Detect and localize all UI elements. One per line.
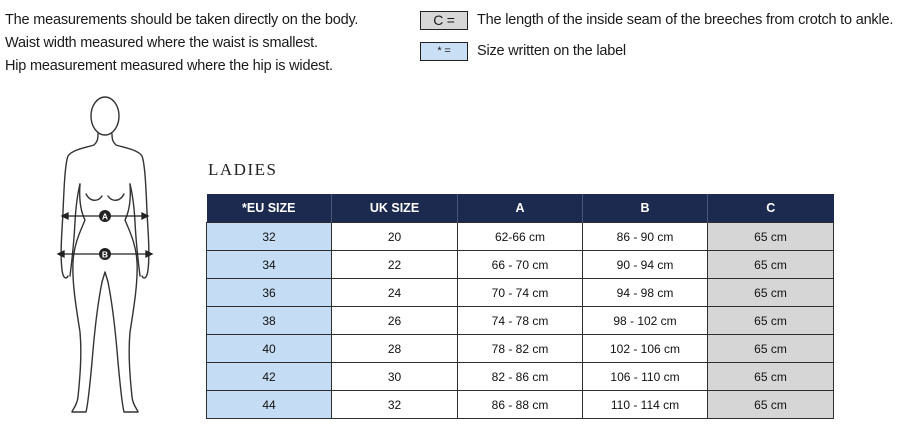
- cell-c: 65 cm: [708, 307, 834, 335]
- cell-a: 70 - 74 cm: [458, 279, 583, 307]
- legend-star-box: * =: [420, 42, 468, 61]
- header-uk-size: UK SIZE: [332, 194, 458, 223]
- cell-b: 94 - 98 cm: [583, 279, 708, 307]
- cell-b: 90 - 94 cm: [583, 251, 708, 279]
- cell-a: 74 - 78 cm: [458, 307, 583, 335]
- section-title: LADIES: [208, 160, 278, 179]
- cell-b: 110 - 114 cm: [583, 391, 708, 419]
- note-line-2: Waist width measured where the waist is smallest.: [5, 35, 318, 51]
- size-table: [206, 194, 834, 419]
- cell-uk: 26: [332, 307, 458, 335]
- header-c: C: [708, 194, 834, 223]
- cell-eu: 40: [207, 335, 332, 363]
- marker-a: A: [101, 211, 109, 222]
- cell-a: 78 - 82 cm: [458, 335, 583, 363]
- measurement-notes: [5, 9, 358, 78]
- cell-eu: 42: [207, 363, 332, 391]
- cell-c: 65 cm: [708, 335, 834, 363]
- legend-c: [420, 10, 893, 30]
- cell-uk: 28: [332, 335, 458, 363]
- cell-uk: 24: [332, 279, 458, 307]
- header-eu-size: *EU SIZE: [207, 194, 332, 223]
- table-row: [207, 251, 834, 279]
- cell-c: 65 cm: [708, 223, 834, 251]
- cell-c: 65 cm: [708, 391, 834, 419]
- table-row: [207, 279, 834, 307]
- cell-b: 102 - 106 cm: [583, 335, 708, 363]
- cell-a: 66 - 70 cm: [458, 251, 583, 279]
- marker-b: B: [101, 249, 109, 260]
- table-header-row: [207, 194, 834, 223]
- table-row: [207, 307, 834, 335]
- cell-uk: 20: [332, 223, 458, 251]
- legend-star-text: Size written on the label: [477, 43, 626, 59]
- legend-c-text: The length of the inside seam of the breeches from crotch to ankle.: [477, 12, 894, 28]
- cell-eu: 32: [207, 223, 332, 251]
- table-row: [207, 363, 834, 391]
- legend-star: [420, 41, 626, 61]
- cell-a: 62-66 cm: [458, 223, 583, 251]
- cell-eu: 44: [207, 391, 332, 419]
- cell-eu: 38: [207, 307, 332, 335]
- cell-a: 86 - 88 cm: [458, 391, 583, 419]
- cell-c: 65 cm: [708, 279, 834, 307]
- header-b: B: [583, 194, 708, 223]
- cell-b: 106 - 110 cm: [583, 363, 708, 391]
- cell-uk: 32: [332, 391, 458, 419]
- legend-c-box: C =: [420, 11, 468, 30]
- table-row: [207, 335, 834, 363]
- body-figure-icon: [50, 92, 160, 422]
- cell-b: 86 - 90 cm: [583, 223, 708, 251]
- cell-eu: 34: [207, 251, 332, 279]
- note-line-3: Hip measurement measured where the hip is widest.: [5, 58, 333, 74]
- cell-a: 82 - 86 cm: [458, 363, 583, 391]
- cell-uk: 30: [332, 363, 458, 391]
- header-a: A: [458, 194, 583, 223]
- cell-c: 65 cm: [708, 363, 834, 391]
- cell-c: 65 cm: [708, 251, 834, 279]
- table-row: [207, 391, 834, 419]
- cell-b: 98 - 102 cm: [583, 307, 708, 335]
- note-line-1: The measurements should be taken directly on the body.: [5, 12, 359, 28]
- table-row: [207, 223, 834, 251]
- cell-uk: 22: [332, 251, 458, 279]
- cell-eu: 36: [207, 279, 332, 307]
